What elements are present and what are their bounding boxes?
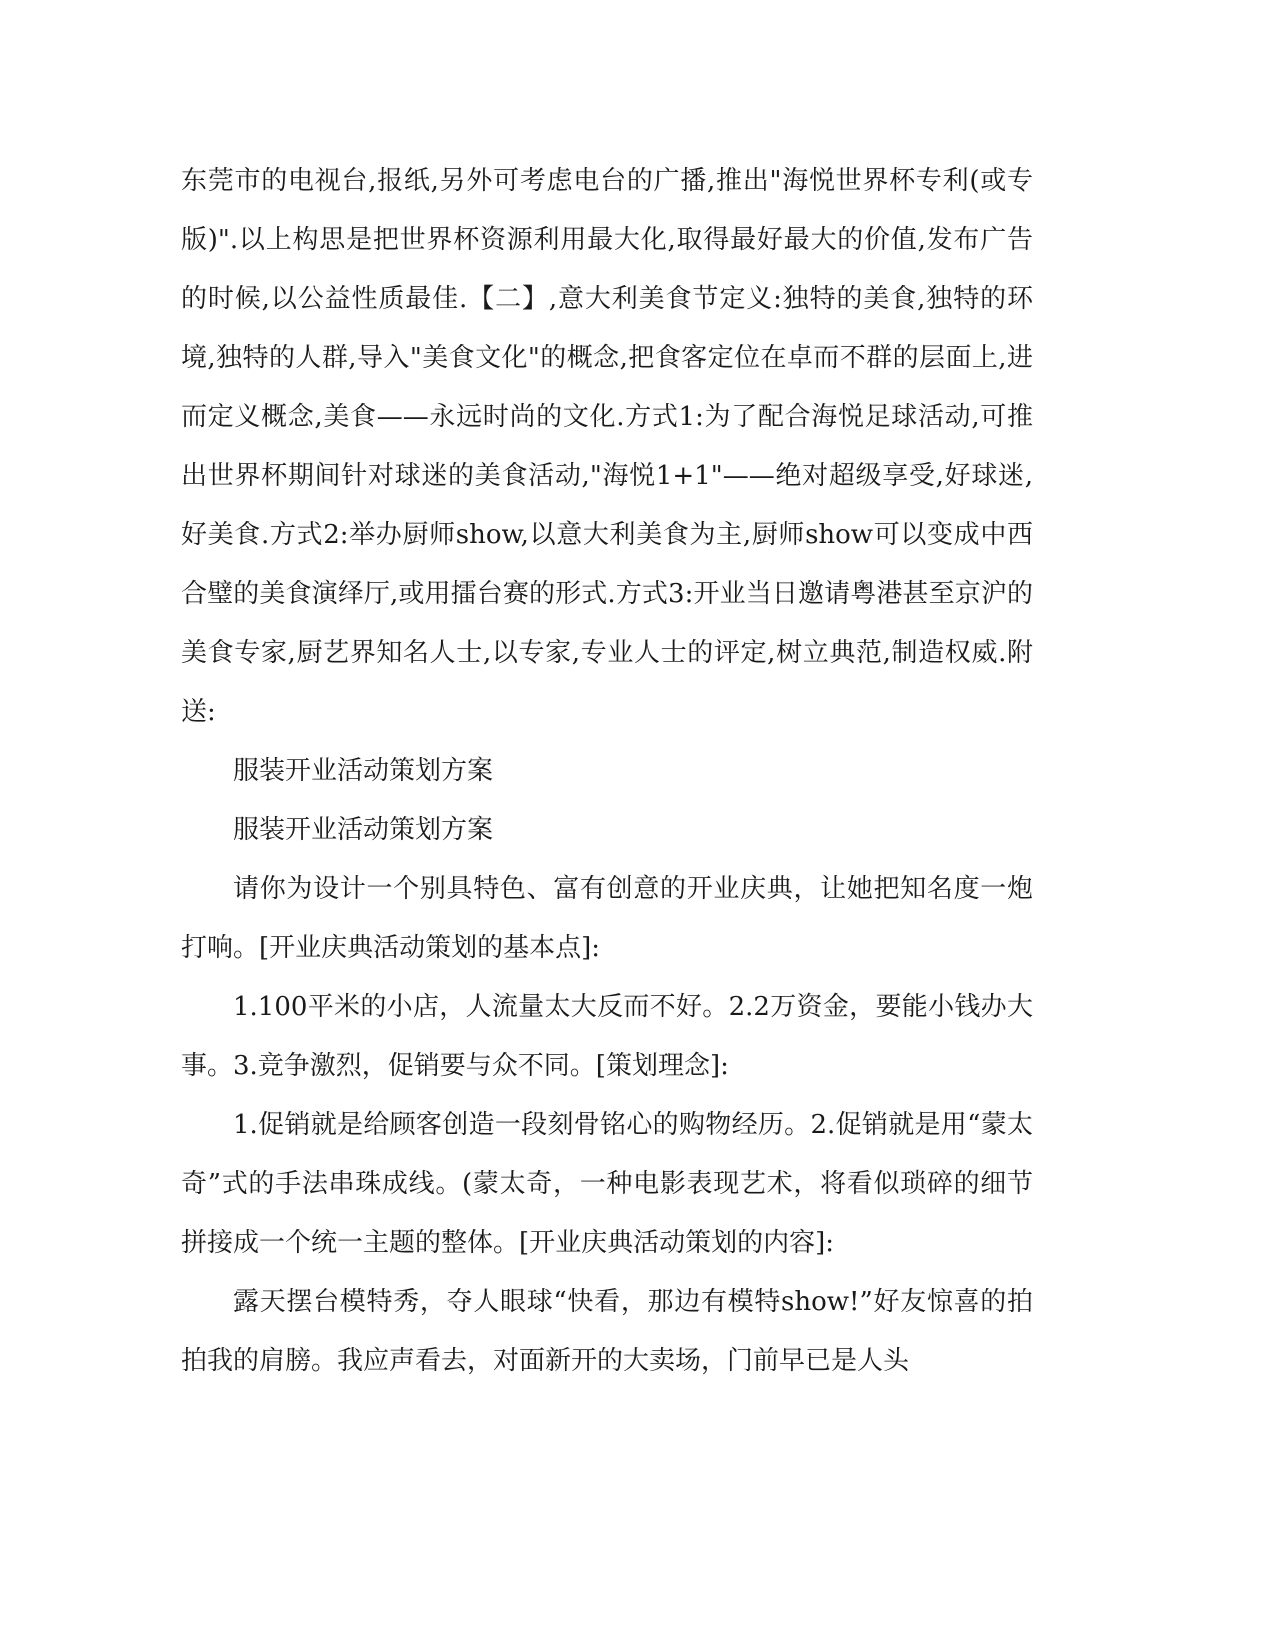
paragraph-basic-points: 1.100平米的小店，人流量太大反而不好。2.2万资金，要能小钱办大事。3.竞争激烈，促销要与众不同。[策划理念]: <box>181 992 1033 1081</box>
paragraph-intro: 请你为设计一个别具特色、富有创意的开业庆典，让她把知名度一炮打响。[开业庆典活动策划的基本点]: <box>181 874 1033 963</box>
paragraph-model-show: 露天摆台模特秀，夺人眼球“快看，那边有模特show!”好友惊喜的拍拍我的肩膀。我应声看去，对面新开的大卖场，门前早已是人头 <box>181 1287 1033 1376</box>
document-body <box>181 152 1033 1391</box>
paragraph-title-1: 服装开业活动策划方案 <box>233 756 494 786</box>
paragraph-world-cup-food-festival: 东莞市的电视台,报纸,另外可考虑电台的广播,推出"海悦世界杯专利(或专版)".以上构思是把世界杯资源利用最大化,取得最好最大的价值,发布广告的时候,以公益性质最佳.【二】,意大利美食节定义:独特的美食,独特的环境,独特的人群,导入"美食文化"的概念,把食客定位在卓而不群的层面上,进而定义概念,美食——永远时尚的文化.方式1:为了配合海悦足球活动,可推出世界杯期间针对球迷的美食活动,"海悦1+1"——绝对超级享受,好球迷,好美食.方式2:举办厨师show,以意大利美食为主,厨师show可以变成中西合璧的美食演绎厅,或用擂台赛的形式.方式3:开业当日邀请粤港甚至京沪的美食专家,厨艺界知名人士,以专家,专业人士的评定,树立典范,制造权威.附送: <box>181 166 1033 727</box>
paragraph-title-2: 服装开业活动策划方案 <box>233 815 494 845</box>
paragraph-planning-concept: 1.促销就是给顾客创造一段刻骨铭心的购物经历。2.促销就是用“蒙太奇”式的手法串珠成线。(蒙太奇，一种电影表现艺术，将看似琐碎的细节拼接成一个统一主题的整体。[开业庆典活动策划的内容]: <box>181 1110 1033 1258</box>
